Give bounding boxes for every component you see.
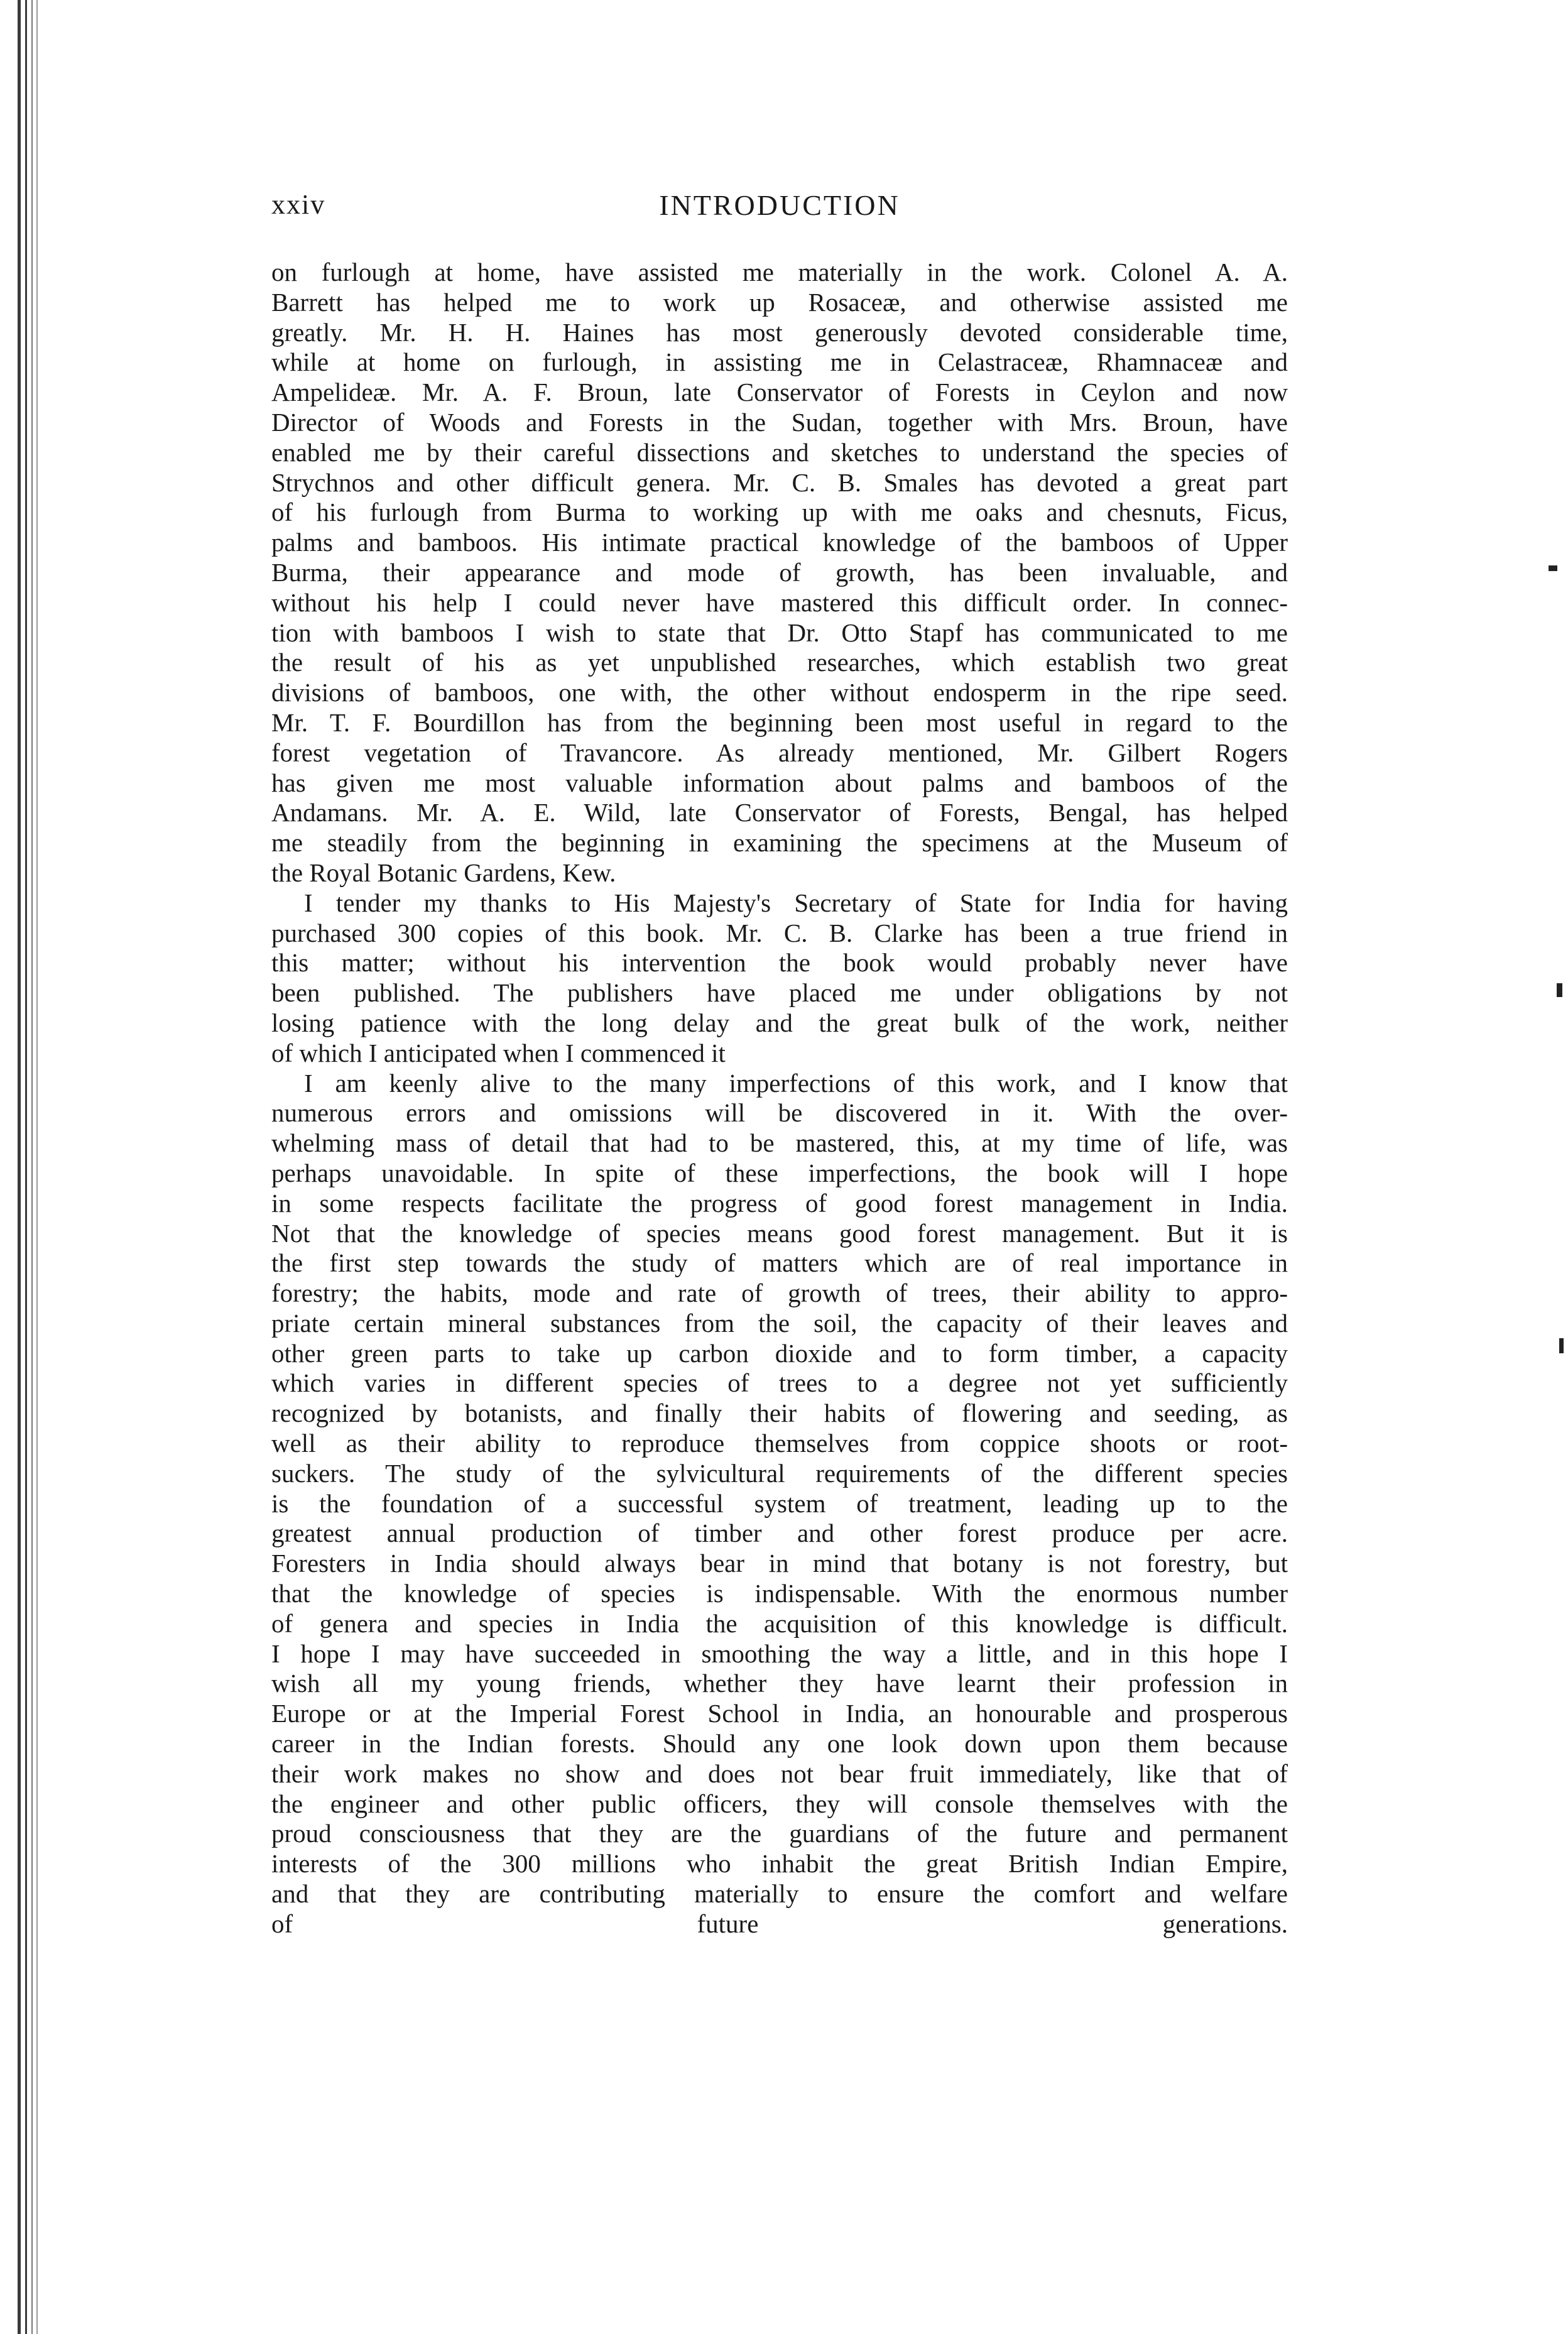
text-line: of future generations. <box>271 1909 1288 1938</box>
text-line: divisions of bamboos, one with, the other without endosperm in the ripe seed. <box>271 678 1288 707</box>
text-line: which varies in different species of trees to a degree not yet sufficiently <box>271 1368 1288 1398</box>
text-line: their work makes no show and does not bear fruit immediately, like that of <box>271 1759 1288 1788</box>
text-line: Strychnos and other difficult genera. Mr. C. B. Smales has devoted a great part <box>271 467 1288 497</box>
text-line: the first step towards the study of matters which are of real importance in <box>271 1248 1288 1278</box>
text-line: in some respects facilitate the progress of good forest management in India. <box>271 1188 1288 1218</box>
text-line: the result of his as yet unpublished researches, which establish two great <box>271 648 1288 677</box>
text-line: recognized by botanists, and finally their habits of flowering and seeding, as <box>271 1399 1288 1428</box>
text-line: other green parts to take up carbon dioxide and to form timber, a capacity <box>271 1338 1288 1368</box>
text-line: forestry; the habits, mode and rate of growth of trees, their ability to appro- <box>271 1279 1288 1308</box>
text-line: Director of Woods and Forests in the Sudan, together with Mrs. Broun, have <box>271 407 1288 437</box>
binding-edge-line <box>25 0 27 2334</box>
text-line: tion with bamboos I wish to state that Dr. Otto Stapf has communicated to me <box>271 618 1288 647</box>
text-line: interests of the 300 millions who inhabit the great British Indian Empire, <box>271 1849 1288 1879</box>
text-line: losing patience with the long delay and the great bulk of the work, neither <box>271 1008 1288 1037</box>
text-line: Foresters in India should always bear in mind that botany is not forestry, but <box>271 1549 1288 1578</box>
text-line: without his help I could never have mastered this difficult order. In connec- <box>271 587 1288 617</box>
text-line: of which I anticipated when I commenced it <box>271 1038 726 1067</box>
text-line: forest vegetation of Travancore. As already mentioned, Mr. Gilbert Rogers <box>271 738 1288 767</box>
text-line: I hope I may have succeeded in smoothing the way a little, and in this hope I <box>271 1639 1288 1668</box>
text-line <box>271 1939 1288 1970</box>
text-line: and that they are contributing materially to ensure the comfort and welfare <box>271 1879 1288 1909</box>
text-line: well as their ability to reproduce themselves from coppice shoots or root- <box>271 1429 1288 1458</box>
text-line: of genera and species in India the acquisition of this knowledge is difficult. <box>271 1608 1288 1638</box>
text-line: this matter; without his intervention the book would probably never have <box>271 948 1288 978</box>
text-line: that the knowledge of species is indispensable. With the enormous number <box>271 1579 1288 1608</box>
page-header <box>271 188 1288 232</box>
text-line: the engineer and other public officers, they will console themselves with the <box>271 1789 1288 1818</box>
text-line: Europe or at the Imperial Forest School in India, an honourable and prosperous <box>271 1699 1288 1728</box>
page-number: xxiv <box>271 189 326 220</box>
running-title: INTRODUCTION <box>659 189 900 221</box>
text-line: Mr. T. F. Bourdillon has from the beginning been most useful in regard to the <box>271 707 1288 737</box>
text-line: purchased 300 copies of this book. Mr. C. B. Clarke has been a true friend in <box>271 918 1288 947</box>
text-line: of his furlough from Burma to working up with me oaks and chesnuts, Ficus, <box>271 498 1288 527</box>
scan-mark <box>1557 983 1562 997</box>
text-line: has given me most valuable information about palms and bamboos of the <box>271 768 1288 797</box>
binding-edge-line <box>18 0 21 2334</box>
text-line: is the foundation of a successful system of treatment, leading up to the <box>271 1488 1288 1518</box>
text-line: numerous errors and omissions will be discovered in it. With the over- <box>271 1098 1288 1128</box>
text-line: Burma, their appearance and mode of growth, has been invaluable, and <box>271 557 1288 587</box>
binding-edge-line <box>31 0 33 2334</box>
text-line: Not that the knowledge of species means good forest management. But it is <box>271 1218 1288 1248</box>
text-line: I tender my thanks to His Majesty's Secretary of State for India for having <box>304 888 1288 917</box>
text-line: priate certain mineral substances from the soil, the capacity of their leaves and <box>271 1308 1288 1338</box>
text-line: greatest annual production of timber and other forest produce per acre. <box>271 1519 1288 1548</box>
text-line: Barrett has helped me to work up Rosaceæ, and otherwise assisted me <box>271 287 1288 317</box>
text-line: enabled me by their careful dissections and sketches to understand the species of <box>271 437 1288 467</box>
scan-mark <box>1559 1338 1564 1353</box>
scan-mark <box>1549 565 1557 571</box>
text-line: greatly. Mr. H. H. Haines has most generously devoted considerable time, <box>271 317 1288 347</box>
text-line: palms and bamboos. His intimate practical knowledge of the bamboos of Upper <box>271 528 1288 557</box>
text-line: career in the Indian forests. Should any one look down upon them because <box>271 1729 1288 1759</box>
text-line: perhaps unavoidable. In spite of these imperfections, the book will I hope <box>271 1158 1288 1187</box>
text-line: me steadily from the beginning in examining the specimens at the Museum of <box>271 828 1288 858</box>
text-line: I am keenly alive to the many imperfections of this work, and I know that <box>304 1068 1288 1098</box>
text-line: proud consciousness that they are the guardians of the future and permanent <box>271 1819 1288 1848</box>
text-line: suckers. The study of the sylvicultural requirements of the different species <box>271 1458 1288 1488</box>
text-line: while at home on furlough, in assisting me in Celastraceæ, Rhamnaceæ and <box>271 347 1288 377</box>
binding-edge-line <box>36 0 38 2334</box>
text-line: wish all my young friends, whether they have learnt their profession in <box>271 1669 1288 1698</box>
body-text <box>271 258 1288 1969</box>
text-line: the Royal Botanic Gardens, Kew. <box>271 858 616 887</box>
text-line: been published. The publishers have placed me under obligations by not <box>271 978 1288 1008</box>
text-line: on furlough at home, have assisted me materially in the work. Colonel A. A. <box>271 258 1288 286</box>
text-line: Andamans. Mr. A. E. Wild, late Conservator of Forests, Bengal, has helped <box>271 798 1288 827</box>
text-line: Ampelideæ. Mr. A. F. Broun, late Conservator of Forests in Ceylon and now <box>271 378 1288 407</box>
text-line: whelming mass of detail that had to be mastered, this, at my time of life, was <box>271 1128 1288 1158</box>
